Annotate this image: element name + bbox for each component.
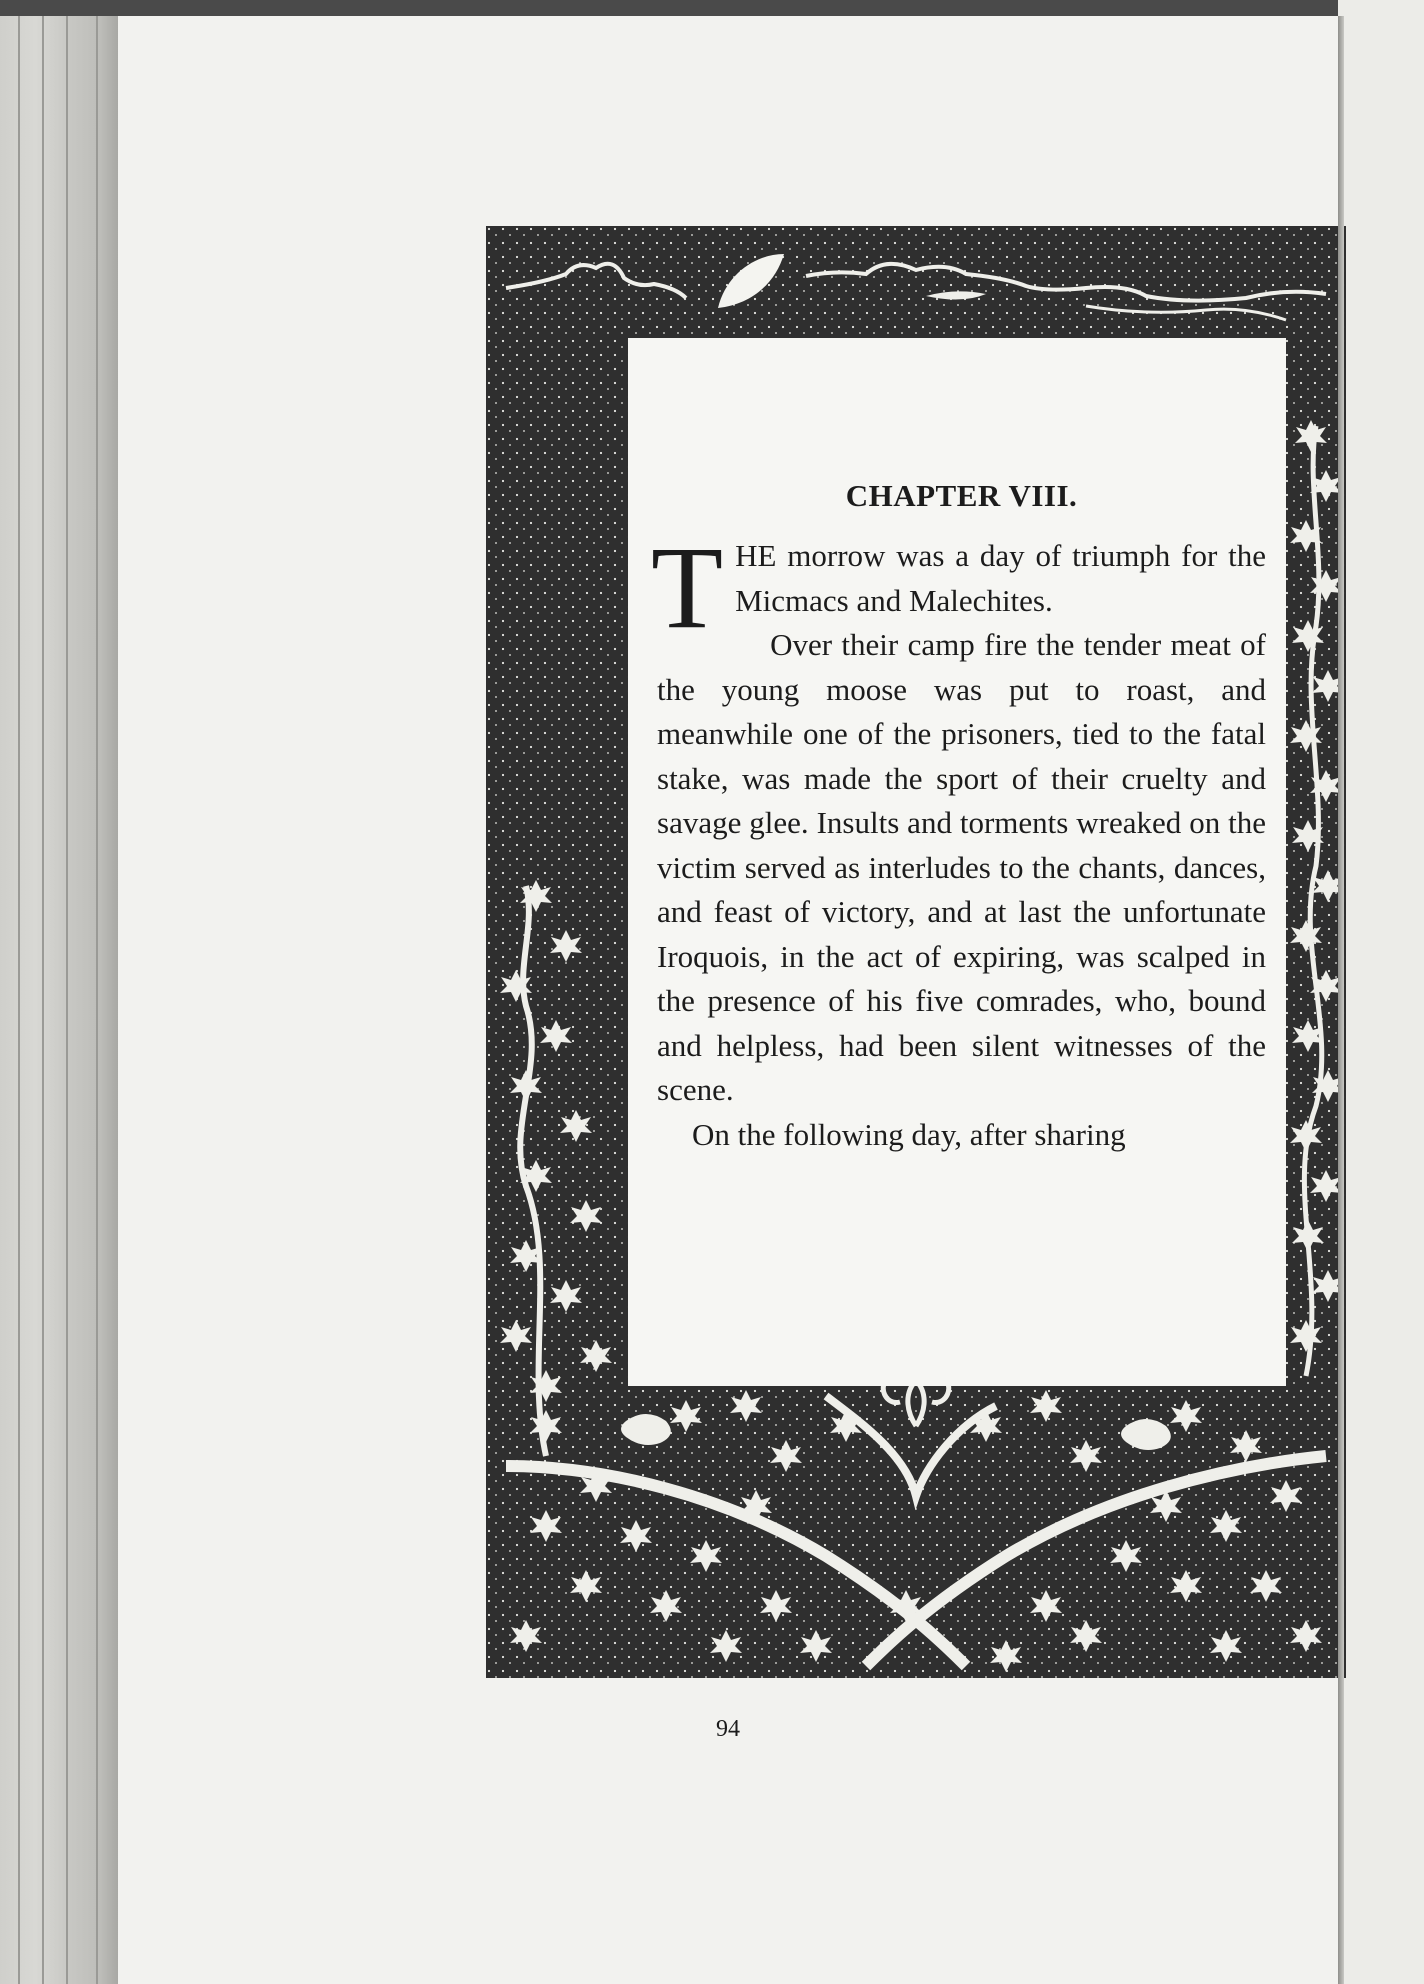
first-paragraph xyxy=(651,522,1266,653)
page-number: 94 xyxy=(716,1716,740,1742)
book-page xyxy=(118,16,1338,1984)
chapter-heading: CHAPTER VIII. xyxy=(845,478,1078,513)
text-panel xyxy=(628,338,1286,1386)
facing-page xyxy=(1338,0,1424,1984)
book-gutter xyxy=(1338,16,1344,1984)
paragraph: Over their camp fire the tender meat of the young moose was put to roast, and meanwhile one of the prisoners, tied to the fatal stake, was made the sport of their cruelty and savage glee. Insults and torments wreaked on the victim served as interludes to the chants, dances, and feast of victory, and at last the unfortunate Iroquois, in the act of expiring, was scalped in the presence of his five comrades, who, bound and helpless, had been silent witnesses of the scene. xyxy=(657,627,1266,1107)
drop-cap: T xyxy=(651,522,724,653)
paragraph: On the following day, after sharing xyxy=(692,1116,1126,1152)
first-paragraph-text: HE morrow was a day of triumph for the Micmacs and Malechites. xyxy=(735,538,1266,618)
book-page-edges xyxy=(0,16,118,1984)
scan-top-edge xyxy=(0,0,1424,16)
